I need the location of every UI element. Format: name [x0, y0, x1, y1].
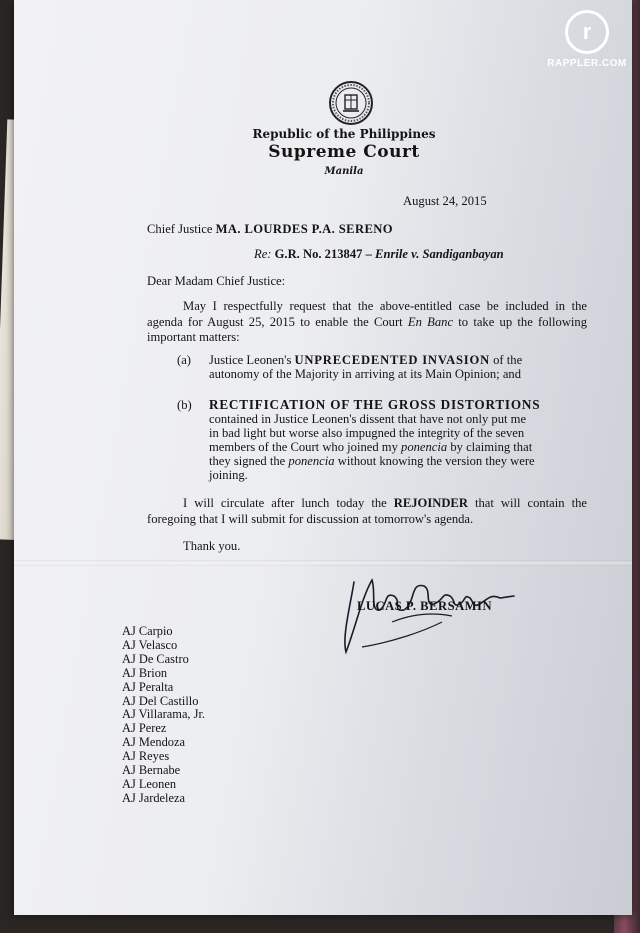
cc-item: AJ Peralta [122, 679, 174, 694]
item-b-line-4b: without knowing the version they were [334, 454, 535, 468]
rappler-url: RAPPLER.COM [547, 58, 627, 69]
item-a-text-2: of the [489, 353, 523, 367]
matter-item-b [177, 398, 557, 482]
re-dash: – [362, 247, 376, 261]
re-case-number: G.R. No. 213847 [274, 247, 363, 261]
signatory-name: LUCAS P. BERSAMIN [357, 599, 493, 613]
request-paragraph [147, 299, 587, 346]
item-b-label: (b) [177, 398, 192, 412]
cc-item: AJ Leonen [122, 776, 177, 791]
cc-item: AJ Villarama, Jr. [122, 707, 205, 722]
cc-item: AJ Reyes [122, 749, 170, 764]
addressee [147, 222, 393, 237]
item-b-line-5: joining. [209, 468, 248, 482]
item-b-line-3-italic: ponencia [401, 440, 448, 454]
item-a-line-2: autonomy of the Majority in arriving at its Main Opinion; and [209, 367, 521, 381]
item-b-bold: RECTIFICATION OF THE GROSS DISTORTIONS [209, 397, 541, 412]
request-text-2: to take up the following important matters: [147, 314, 588, 344]
item-b-line-4 [177, 454, 557, 468]
cc-item: AJ Velasco [122, 637, 178, 652]
closing-text-2: that will contain the foregoing that I will submit for discussion at tomorrow's agenda. [147, 496, 587, 526]
item-a-text-1: Justice Leonen's [209, 353, 295, 367]
item-a-bold: UNPRECEDENTED INVASION [294, 353, 490, 367]
cc-item: AJ Brion [122, 665, 168, 680]
closing-text-1: I will circulate after lunch today the [183, 496, 394, 510]
letterhead-city: Manila [324, 166, 364, 177]
cc-item: AJ Jardeleza [122, 790, 185, 805]
item-b-line-1: contained in Justice Leonen's dissent that have not only put me [209, 412, 527, 426]
letterhead-republic: Republic of the Philippines [252, 127, 436, 141]
item-b-line-4a: they signed the [209, 454, 289, 468]
cc-item: AJ Perez [122, 721, 167, 736]
item-a-label: (a) [177, 353, 191, 367]
request-italic: En Banc [407, 314, 454, 329]
addressee-name: MA. LOURDES P.A. SERENO [215, 222, 393, 236]
item-b-line-3 [177, 440, 557, 454]
letterhead-court: Supreme Court [268, 142, 420, 162]
copy-furnished-list [122, 625, 205, 806]
letter-date: August 24, 2015 [403, 194, 487, 208]
supreme-court-seal-icon [328, 80, 374, 126]
re-label: Re: [254, 247, 272, 261]
re-line [254, 247, 504, 262]
paper-fold [14, 560, 632, 566]
matter-item-a [177, 353, 557, 381]
thanks: Thank you. [183, 539, 241, 553]
rappler-watermark [542, 10, 632, 69]
item-b-line-3a: members of the Court who joined my [209, 440, 402, 454]
item-b-line-4-italic: ponencia [288, 454, 335, 468]
item-b-line-3b: by claiming that [447, 440, 533, 454]
closing-bold: REJOINDER [393, 496, 468, 510]
re-case-title: Enrile v. Sandiganbayan [375, 247, 504, 261]
cc-item: AJ De Castro [122, 651, 189, 666]
item-b-line-2: in bad light but worse also impugned the integrity of the seven [209, 426, 525, 440]
addressee-prefix: Chief Justice [147, 222, 213, 236]
cc-item: AJ Del Castillo [122, 693, 199, 708]
salutation: Dear Madam Chief Justice: [147, 274, 286, 288]
cc-item: AJ Carpio [122, 624, 173, 638]
rappler-logo-icon: r [565, 10, 609, 54]
cc-item: AJ Mendoza [122, 735, 185, 750]
request-text-1: May I respectfully request that the above-entitled case be included in the agenda for August 25, 2015 to enable the Court [147, 299, 587, 329]
cc-item: AJ Bernabe [122, 763, 181, 778]
letter-page [14, 0, 632, 915]
closing-paragraph [147, 496, 587, 527]
